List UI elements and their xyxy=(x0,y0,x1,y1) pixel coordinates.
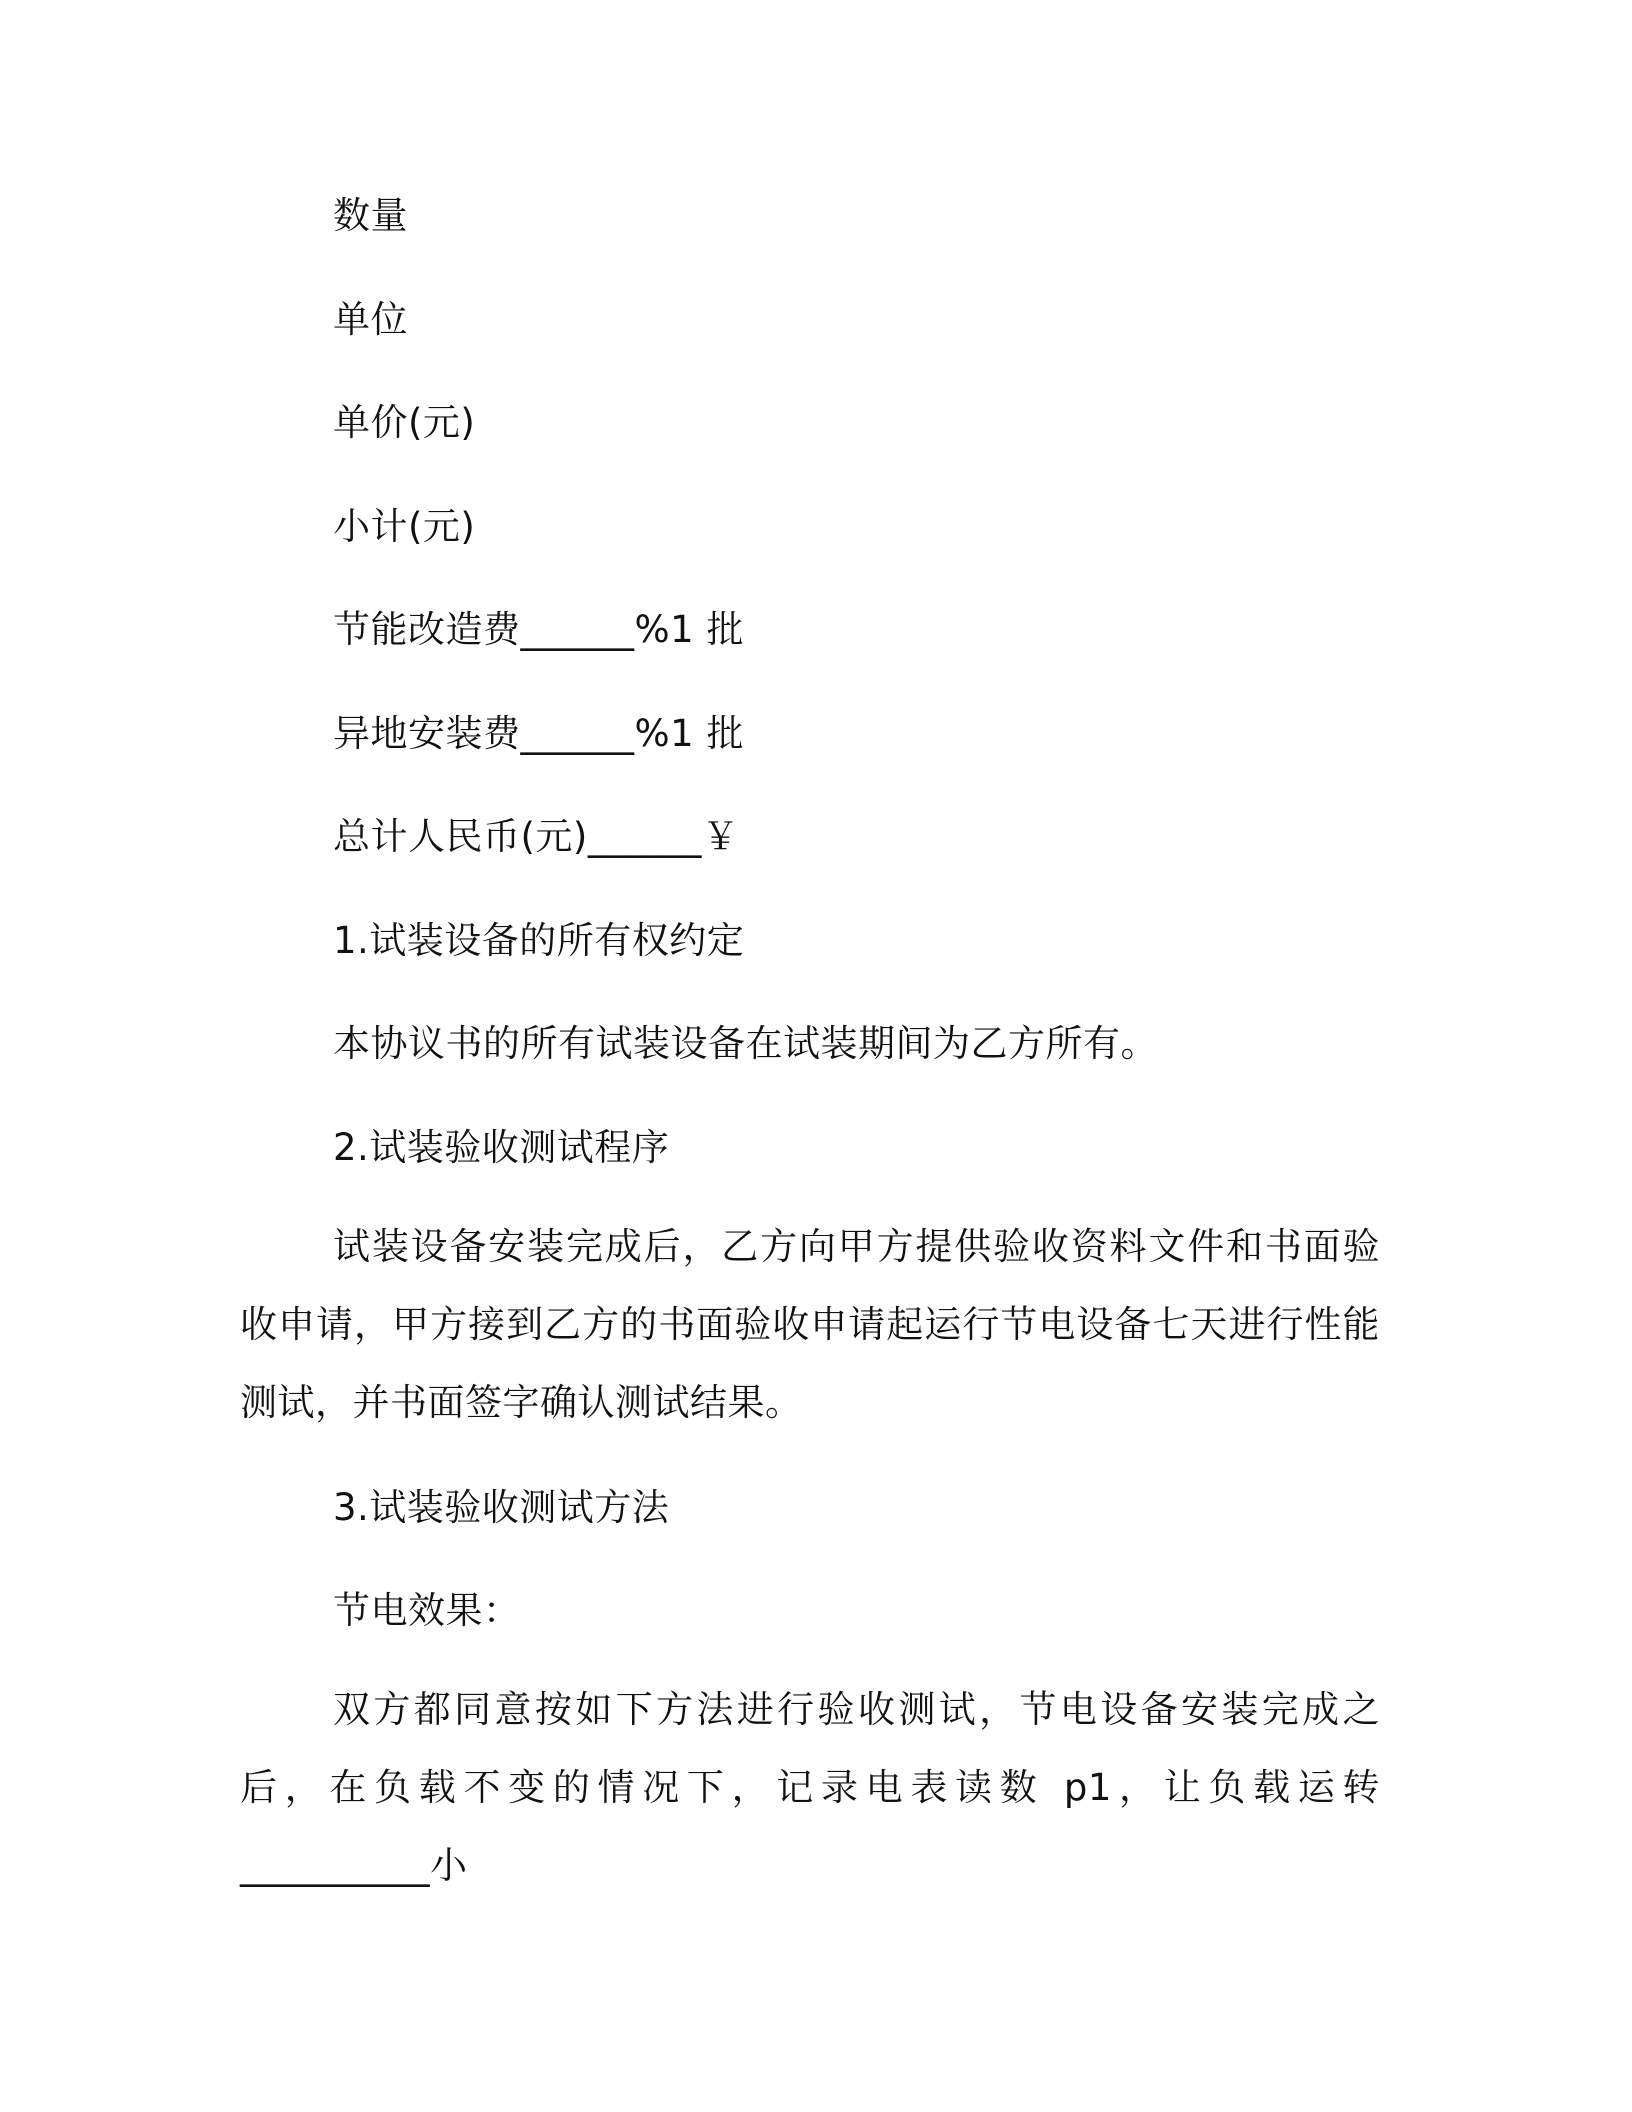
item-total-rmb: 总计人民币(元)______￥ xyxy=(333,815,740,858)
section1-title: 1.试装设备的所有权约定 xyxy=(333,919,745,962)
section3-body: 双方都同意按如下方法进行验收测试，节电设备安装完成之后，在负载不变的情况下，记录电表读数 p1，让负载运转__________小 xyxy=(240,1688,1380,1887)
item-retrofit-fee: 节能改造费______%1 批 xyxy=(333,608,744,651)
item-quantity: 数量 xyxy=(333,194,408,237)
section2-title: 2.试装验收测试程序 xyxy=(333,1126,670,1169)
item-unit: 单位 xyxy=(333,298,408,341)
section2-body: 试装设备安装完成后，乙方向甲方提供验收资料文件和书面验收申请，甲方接到乙方的书面验收申请起运行节电设备七天进行性能测试，并书面签字确认测试结果。 xyxy=(240,1225,1380,1424)
item-unit-price: 单价(元) xyxy=(333,401,476,444)
item-subtotal: 小计(元) xyxy=(333,505,476,548)
power-saving-label: 节电效果： xyxy=(333,1589,521,1632)
section3-title: 3.试装验收测试方法 xyxy=(333,1486,670,1529)
section1-body: 本协议书的所有试装设备在试装期间为乙方所有。 xyxy=(333,1022,1158,1065)
item-remote-install-fee: 异地安装费______%1 批 xyxy=(333,712,744,755)
